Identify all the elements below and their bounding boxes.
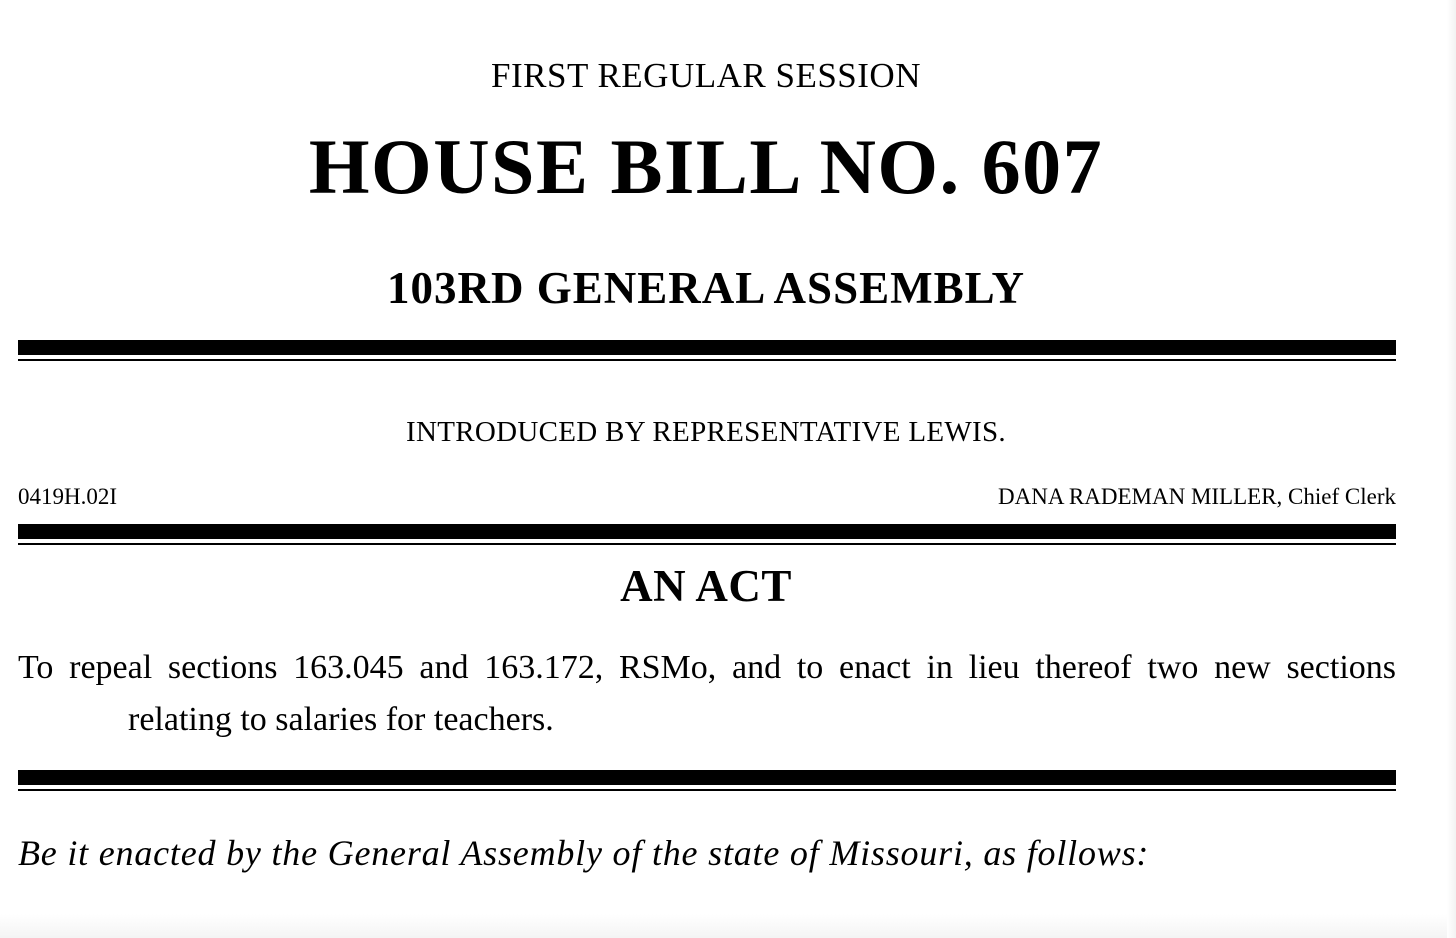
act-title-line-2: relating to salaries for teachers. — [128, 701, 554, 738]
double-rule-divider — [18, 770, 1396, 791]
bill-title: HOUSE BILL NO. 607 — [308, 123, 1104, 210]
general-assembly-label: 103RD GENERAL ASSEMBLY — [386, 263, 1025, 313]
act-title-line-1: To repeal sections 163.045 and 163.172, RSMo, and to enact in lieu thereof two new sections — [18, 649, 1396, 686]
bill-meta-row — [18, 484, 1396, 514]
page-right-edge — [1447, 0, 1456, 938]
double-rule-divider — [18, 340, 1396, 361]
session-label: FIRST REGULAR SESSION — [491, 56, 921, 95]
bill-code: 0419H.02I — [18, 484, 118, 509]
act-title-text — [18, 642, 1396, 746]
introduced-by-line: INTRODUCED BY REPRESENTATIVE LEWIS. — [406, 416, 1006, 448]
chief-clerk: DANA RADEMAN MILLER, Chief Clerk — [998, 484, 1396, 509]
double-rule-divider — [18, 524, 1396, 545]
act-heading: AN ACT — [620, 561, 792, 611]
enacting-clause: Be it enacted by the General Assembly of the state of Missouri, as follows: — [18, 833, 1150, 873]
page-bottom-edge — [0, 914, 1456, 938]
